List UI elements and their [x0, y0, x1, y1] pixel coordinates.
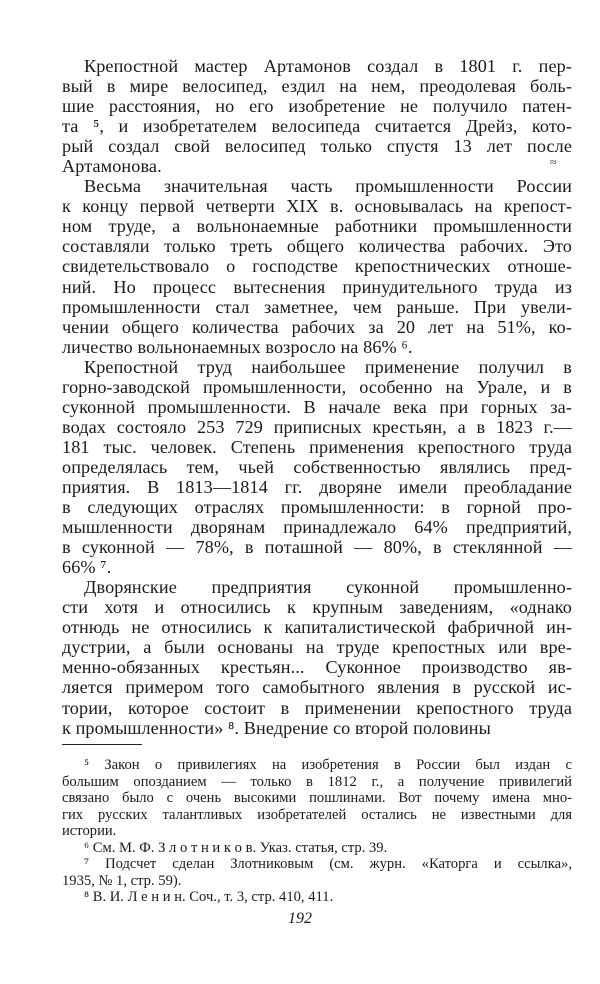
text-line: Весьма значительная часть промышленности России — [84, 176, 572, 197]
text-line: в суконной — 78%, в поташной — 80%, в стеклянной — — [62, 537, 572, 558]
text-line: Крепостной мастер Артамонов создал в 1801 г. пер- — [84, 56, 572, 76]
footnote — [62, 856, 572, 889]
text-line: Артамонова. — [62, 156, 162, 177]
text-line: та ⁵, и изобретателем велосипеда считается Дрейз, кото- — [62, 116, 572, 137]
footnote-line: ⁶ См. М. Ф. З л о т н и к о в. Указ. статья, стр. 39. — [84, 839, 388, 856]
text-line: свидетельствовало о господстве крепостнических отноше- — [62, 256, 572, 277]
text-line: 181 тыс. человек. Степень применения крепостного труда — [62, 436, 572, 457]
text-line: менно-обязанных крестьян... Суконное производство яв- — [62, 657, 572, 678]
main-text — [62, 56, 572, 738]
text-line: Крепостной труд наибольшее применение получил в — [84, 356, 572, 377]
text-line: рый создал свой велосипед только спустя 13 лет после — [62, 136, 572, 157]
footnote — [62, 757, 572, 840]
footnote-line: истории. — [62, 823, 117, 839]
footnote-line: ⁵ Закон о привилегиях на изобретения в России был издан с — [84, 757, 572, 773]
text-line: личество вольнонаемных возросло на 86% ⁶. — [62, 336, 413, 357]
text-line: ном труде, а вольнонаемные работники промышленности — [62, 216, 572, 237]
text-line: к промышленности» ⁸. Внедрение со второй половины — [62, 717, 491, 738]
text-line: составляли только треть общего количества рабочих. Это — [62, 236, 572, 257]
text-line: промышленности стал заметнее, чем раньше. При увели- — [62, 296, 572, 317]
text-line: приятия. В 1813—1814 гг. дворяне имели преобладание — [62, 476, 572, 497]
text-line: суконной промышленности. В начале века при горных за- — [62, 396, 572, 417]
text-line: сти хотя и относились к крупным заведениям, «однако — [62, 597, 572, 618]
paragraph — [62, 56, 572, 176]
text-line: вый в мире велосипед, ездил на нем, преодолевая боль- — [62, 76, 572, 97]
text-line: отнюдь не относились к капиталистической фабричной ин- — [62, 617, 572, 638]
footnotes — [62, 757, 572, 906]
text-line: 66% ⁷. — [62, 557, 112, 578]
text-line: водах состояло 253 729 приписных крестьян, а в 1823 г.— — [62, 416, 572, 437]
footnote-line: ⁸ В. И. Л е н и н. Соч., т. 3, стр. 410, 411. — [84, 889, 334, 905]
text-line: тории, которое состоит в применении крепостного труда — [62, 697, 572, 718]
footnote-divider — [62, 744, 142, 745]
paragraph — [62, 357, 572, 578]
text-line: Дворянские предприятия суконной промышленно- — [84, 577, 572, 598]
text-line: определялась тем, чьей собственностью являлись пред- — [62, 456, 572, 477]
text-line: ний. Но процесс вытеснения принудительного труда из — [62, 276, 572, 297]
footnote-line: большим опозданием — только в 1812 г., а получение привилегий — [62, 773, 572, 790]
text-line: чении общего количества рабочих за 20 лет на 51%, ко- — [62, 316, 572, 337]
paragraph — [62, 577, 572, 737]
footnote-line: гих русских талантливых изобретателей остались не известными для — [62, 806, 572, 823]
text-line: к концу первой четверти XIX в. основывалась на крепост- — [62, 196, 572, 217]
text-line: ляется примером того самобытного явления в русской ис- — [62, 677, 572, 698]
text-line: мышленности дворянам принадлежало 64% предприятий, — [62, 517, 572, 538]
page-number: 192 — [288, 910, 312, 927]
footnote-line: ⁷ Подсчет сделан Злотниковым (см. журн. «Каторга и ссылка», — [84, 856, 572, 872]
text-line: в следующих отраслях промышленности: в горной про- — [62, 497, 572, 518]
text-line: шие расстояния, но его изобретение не получило патен- — [62, 96, 572, 117]
text-line: дустрии, а были основаны на труде крепостных или вре- — [62, 637, 572, 658]
text-line: горно-заводской промышленности, особенно на Урале, и в — [62, 376, 572, 397]
footnote — [62, 889, 572, 906]
footnote-line: 1935, № 1, стр. 59). — [62, 872, 182, 889]
footnote — [62, 840, 572, 857]
footnote-line: связано было с очень высокими пошлинами. Вот почему имена мно- — [62, 790, 572, 806]
margin-mark: ≈ — [550, 155, 557, 169]
paragraph — [62, 176, 572, 356]
